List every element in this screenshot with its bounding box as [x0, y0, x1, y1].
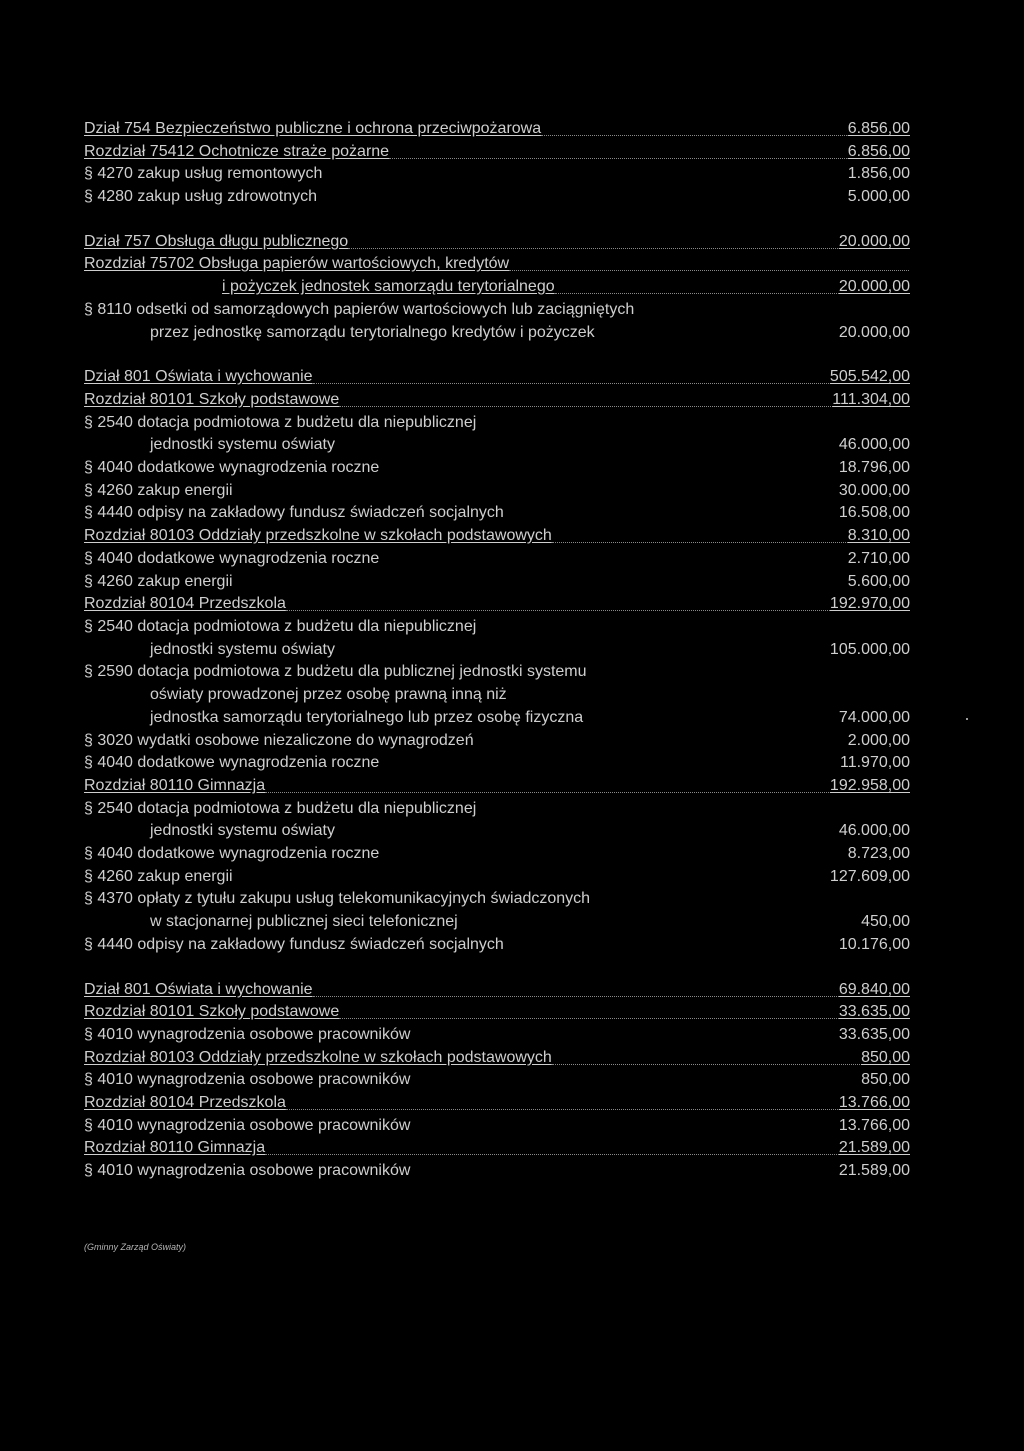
budget-line-text: jednostki systemu oświaty — [150, 822, 335, 839]
section-heading-row — [84, 388, 910, 411]
amount-value: 450,00 — [861, 913, 910, 930]
amount-value: 505.542,00 — [829, 368, 910, 385]
amount-value: 111.304,00 — [832, 391, 910, 408]
budget-line-text: § 8110 odsetki od samorządowych papierów wartościowych lub zaciągniętych — [84, 301, 635, 318]
amount-value: 30.000,00 — [838, 482, 910, 499]
section-heading-text: Rozdział 80101 Szkoły podstawowe — [84, 1000, 339, 1023]
budget-line-row — [84, 751, 910, 774]
amount-value: 20.000,00 — [838, 324, 910, 341]
section-heading-text: Rozdział 80104 Przedszkola — [84, 1091, 286, 1114]
budget-line-text: § 4040 dodatkowe wynagrodzenia roczne — [84, 845, 380, 862]
budget-line-row — [84, 570, 910, 593]
budget-line-text: § 4040 dodatkowe wynagrodzenia roczne — [84, 550, 380, 567]
budget-line-row — [84, 411, 910, 434]
section-heading-text: Rozdział 80110 Gimnazja — [84, 774, 265, 797]
section-heading-text: Rozdział 80101 Szkoły podstawowe — [84, 388, 339, 411]
budget-line-row — [84, 729, 910, 752]
budget-line-row — [84, 1114, 910, 1137]
budget-line-row — [84, 433, 910, 456]
budget-line-row — [84, 1159, 910, 1182]
budget-line-text: § 4040 dodatkowe wynagrodzenia roczne — [84, 754, 380, 771]
budget-line-text: oświaty prowadzonej przez osobę prawną inną niż — [150, 686, 507, 703]
budget-line-text: § 4260 zakup energii — [84, 573, 233, 590]
amount-value: 10.176,00 — [838, 936, 910, 953]
budget-line-text: przez jednostkę samorządu terytorialnego kredytów i pożyczek — [150, 324, 595, 341]
amount-value: 11.970,00 — [840, 754, 910, 771]
amount-value: 127.609,00 — [829, 868, 910, 885]
amount-value: 6.856,00 — [847, 143, 910, 160]
section-heading-row — [84, 252, 910, 275]
amount-value: 21.589,00 — [838, 1162, 910, 1179]
budget-line-text: § 4260 zakup energii — [84, 868, 233, 885]
amount-value: 105.000,00 — [829, 641, 910, 658]
section-heading-text: Rozdział 80104 Przedszkola — [84, 592, 286, 615]
amount-value: 850,00 — [861, 1071, 910, 1088]
budget-line-row — [84, 865, 910, 888]
section-heading-text: Rozdział 80110 Gimnazja — [84, 1136, 265, 1159]
budget-line-text: § 4040 dodatkowe wynagrodzenia roczne — [84, 459, 380, 476]
amount-value: 33.635,00 — [838, 1026, 910, 1043]
section-heading-row — [84, 592, 910, 615]
budget-line-text: § 4270 zakup usług remontowych — [84, 165, 323, 182]
budget-line-text: § 4440 odpisy na zakładowy fundusz świadczeń socjalnych — [84, 504, 504, 521]
section-heading-row — [84, 1136, 910, 1159]
budget-line-text: § 2540 dotacja podmiotowa z budżetu dla niepublicznej — [84, 618, 477, 635]
amount-value: 74.000,00 — [838, 709, 910, 726]
budget-line-text: § 4260 zakup energii — [84, 482, 233, 499]
amount-value: 5.600,00 — [847, 573, 910, 590]
budget-line-row — [84, 638, 910, 661]
amount-value: 33.635,00 — [838, 1003, 910, 1020]
section-heading-text: Dział 754 Bezpieczeństwo publiczne i ochrona przeciwpożarowa — [84, 117, 541, 140]
section-heading-row — [84, 774, 910, 797]
budget-line-row — [84, 1023, 910, 1046]
amount-value: 6.856,00 — [847, 120, 910, 137]
section-heading-row — [84, 524, 910, 547]
budget-line-row — [84, 547, 910, 570]
budget-line-row — [84, 162, 910, 185]
amount-value: 850,00 — [861, 1049, 910, 1066]
amount-value: 8.310,00 — [847, 527, 910, 544]
scan-speck — [966, 718, 968, 720]
budget-line-text: § 4440 odpisy na zakładowy fundusz świadczeń socjalnych — [84, 936, 504, 953]
budget-line-text: § 2540 dotacja podmiotowa z budżetu dla niepublicznej — [84, 800, 477, 817]
budget-line-row — [84, 321, 910, 344]
amount-value: 20.000,00 — [838, 278, 910, 295]
budget-line-row — [84, 479, 910, 502]
section-heading-text: Rozdział 75412 Ochotnicze straże pożarne — [84, 140, 389, 163]
section-heading-text: Rozdział 80103 Oddziały przedszkolne w szkołach podstawowych — [84, 524, 552, 547]
section-heading-row — [84, 230, 910, 253]
amount-value: 20.000,00 — [838, 233, 910, 250]
amount-value: 21.589,00 — [838, 1139, 910, 1156]
section-heading-row — [84, 978, 910, 1001]
section-heading-row — [84, 365, 910, 388]
budget-line-row — [84, 887, 910, 910]
amount-value: 2.710,00 — [847, 550, 910, 567]
budget-line-text: jednostki systemu oświaty — [150, 641, 335, 658]
amount-value: 8.723,00 — [847, 845, 910, 862]
amount-value: 18.796,00 — [838, 459, 910, 476]
section-heading-text: i pożyczek jednostek samorządu terytorialnego — [222, 275, 555, 298]
section-heading-row — [84, 1046, 910, 1069]
amount-value: 16.508,00 — [838, 504, 910, 521]
section-heading-row — [84, 1091, 910, 1114]
budget-line-text: § 4010 wynagrodzenia osobowe pracowników — [84, 1071, 411, 1088]
budget-line-text: § 4010 wynagrodzenia osobowe pracowników — [84, 1162, 411, 1179]
budget-line-row — [84, 910, 910, 933]
amount-value: 192.958,00 — [829, 777, 910, 794]
amount-value: 192.970,00 — [829, 595, 910, 612]
amount-value: 2.000,00 — [847, 732, 910, 749]
section-heading-row — [84, 117, 910, 140]
section-heading-row — [84, 1000, 910, 1023]
budget-line-row — [84, 660, 910, 683]
budget-line-row — [84, 933, 910, 956]
budget-line-row — [84, 683, 910, 706]
budget-line-text: § 4010 wynagrodzenia osobowe pracowników — [84, 1117, 411, 1134]
amount-value: 1.856,00 — [847, 165, 910, 182]
amount-value: 46.000,00 — [838, 436, 910, 453]
budget-line-text: § 4280 zakup usług zdrowotnych — [84, 188, 318, 205]
amount-value: 13.766,00 — [838, 1117, 910, 1134]
section-heading-text: Dział 801 Oświata i wychowanie — [84, 978, 313, 1001]
budget-line-row — [84, 456, 910, 479]
amount-value: 69.840,00 — [838, 981, 910, 998]
section-heading-text: Dział 801 Oświata i wychowanie — [84, 365, 313, 388]
budget-line-row — [84, 1068, 910, 1091]
section-heading-text: Rozdział 75702 Obsługa papierów wartościowych, kredytów — [84, 252, 509, 275]
budget-line-row — [84, 842, 910, 865]
amount-value: 5.000,00 — [847, 188, 910, 205]
budget-line-text: w stacjonarnej publicznej sieci telefonicznej — [150, 913, 458, 930]
budget-line-row — [84, 185, 910, 208]
budget-line-row — [84, 797, 910, 820]
budget-line-row — [84, 615, 910, 638]
budget-line-row — [84, 819, 910, 842]
section-heading-text: Rozdział 80103 Oddziały przedszkolne w szkołach podstawowych — [84, 1046, 552, 1069]
budget-line-text: § 4010 wynagrodzenia osobowe pracowników — [84, 1026, 411, 1043]
budget-line-text: § 3020 wydatki osobowe niezaliczone do wynagrodzeń — [84, 732, 474, 749]
section-heading-row — [84, 140, 910, 163]
budget-line-row — [84, 706, 910, 729]
amount-value: 46.000,00 — [838, 822, 910, 839]
section-heading-text: Dział 757 Obsługa długu publicznego — [84, 230, 348, 253]
budget-line-text: jednostki systemu oświaty — [150, 436, 335, 453]
amount-value: 13.766,00 — [838, 1094, 910, 1111]
footnote: (Gminny Zarząd Oświaty) — [84, 1242, 187, 1252]
budget-line-text: § 2540 dotacja podmiotowa z budżetu dla niepublicznej — [84, 414, 477, 431]
budget-line-row — [84, 298, 910, 321]
section-heading-row — [84, 275, 910, 298]
budget-line-text: jednostka samorządu terytorialnego lub przez osobę fizyczna — [150, 709, 584, 726]
budget-line-text: § 2590 dotacja podmiotowa z budżetu dla publicznej jednostki systemu — [84, 663, 587, 680]
budget-line-text: § 4370 opłaty z tytułu zakupu usług telekomunikacyjnych świadczonych — [84, 890, 591, 907]
budget-line-row — [84, 501, 910, 524]
